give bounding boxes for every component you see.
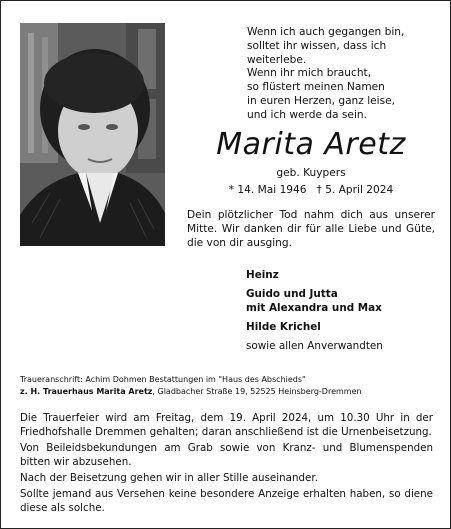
mourner-heinz: Heinz (246, 269, 279, 281)
death-date: † 5. April 2024 (316, 184, 394, 196)
poem-line: Wenn ihr mich braucht, (247, 67, 372, 80)
poem-line: Wenn ich auch gegangen bin, (247, 26, 405, 38)
funeral-line: diese als solche. (20, 502, 105, 514)
mourner-alexandra-max: mit Alexandra und Max (246, 302, 382, 314)
address-line-1: Traueranschrift: Achim Dohmen Bestattungen im "Haus des Abschieds" (20, 375, 306, 384)
funeral-line: Friedhofshalle Dremmen gehalten; daran anschließend ist die Urnenbeisetzung. (20, 426, 432, 438)
mourning-address (20, 374, 362, 398)
life-dates (171, 183, 451, 197)
mourner-hilde: Hilde Krichel (246, 321, 321, 333)
tribute-line: Dein plötzlicher Tod nahm dich aus unserer (187, 209, 435, 221)
address-recipient: z. H. Trauerhaus Marita Aretz (20, 387, 153, 396)
poem-line: so flüstert meinen Namen (247, 81, 385, 94)
mourner-guido-jutta: Guido und Jutta (246, 288, 338, 300)
mourners-list (246, 268, 383, 353)
birth-name: geb. Kuypers (276, 167, 346, 179)
funeral-line: Von Beileidsbekundungen am Grab sowie von Kranz- und Blumenspenden (20, 442, 433, 454)
funeral-details (20, 411, 433, 515)
tribute-text (187, 208, 435, 251)
mourner-relatives: sowie allen Anverwandten (246, 340, 383, 352)
address-line-2 (20, 386, 362, 398)
birth-date: * 14. Mai 1946 (228, 184, 307, 196)
funeral-line: Die Trauerfeier wird am Freitag, dem 19. April 2024, um 10.30 Uhr in der (20, 412, 433, 424)
funeral-line: Nach der Beisetzung gehen wir in aller Stille auseinander. (20, 472, 318, 484)
address-street: , Gladbacher Straße 19, 52525 Heinsberg-Dremmen (152, 387, 362, 396)
funeral-line: bitten wir abzusehen. (20, 456, 132, 468)
poem (247, 26, 404, 123)
deceased-name: Marita Aretz (216, 127, 406, 162)
poem-line: in euren Herzen, ganz leise, (247, 94, 396, 107)
tribute-line: die von dir ausging. (187, 237, 292, 250)
poem-line: weiterlebe. (247, 53, 307, 66)
poem-line: und ich werde da sein. (247, 108, 367, 121)
portrait-photo (20, 23, 165, 246)
tribute-line: Mitte. Wir danken dir für alle Liebe und Güte, (187, 223, 435, 236)
funeral-line: Sollte jemand aus Versehen keine besondere Anzeige erhalten haben, so diene (20, 488, 433, 500)
poem-line: solltet ihr wissen, dass ich (247, 39, 387, 52)
